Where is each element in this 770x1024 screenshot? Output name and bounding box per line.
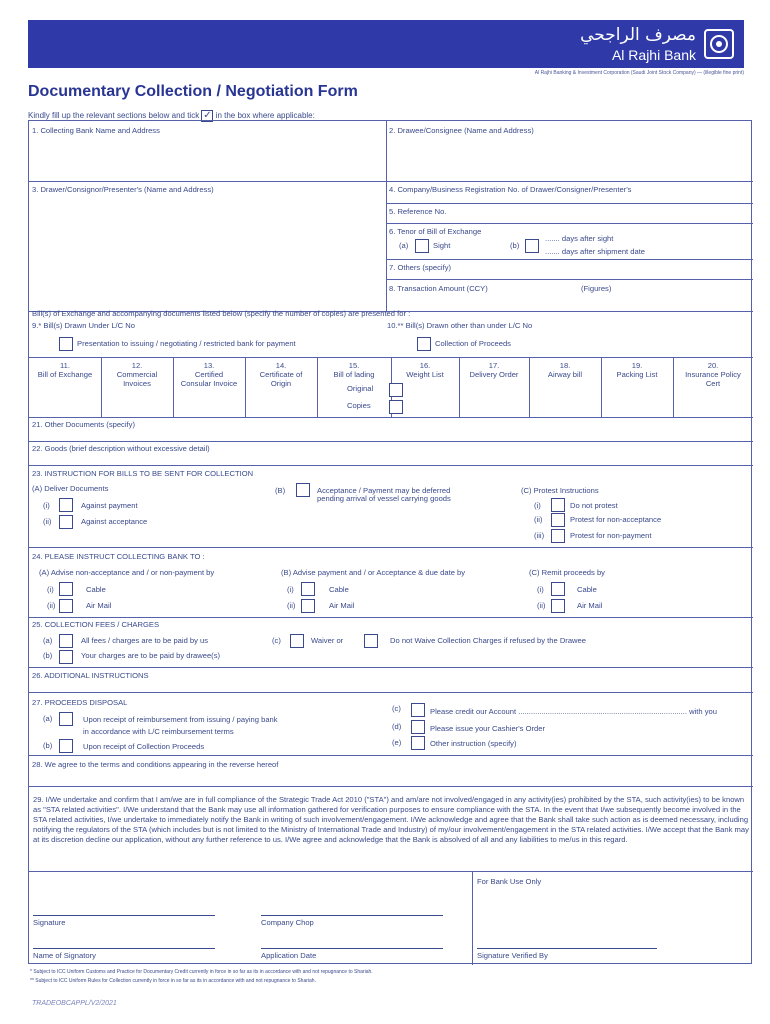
bank-header-bar <box>28 20 744 68</box>
document-number: 18. <box>559 361 571 370</box>
form-title: Documentary Collection / Negotiation Form <box>28 83 358 100</box>
document-number: 17. <box>488 361 500 370</box>
document-cell <box>317 361 391 379</box>
document-number: 15. <box>348 361 360 370</box>
against-payment-checkbox[interactable] <box>59 498 73 512</box>
document-number: 11. <box>60 361 70 370</box>
section-23-label: 23. INSTRUCTION FOR BILLS TO BE SENT FOR COLLECTION <box>32 469 254 478</box>
document-name: Bill of Exchange <box>37 370 93 379</box>
bank-tagline: Al Rajhi Banking & Investment Corporation (Saudi Joint Stock Company) — (illegible fine print) <box>534 70 744 76</box>
sight-checkbox[interactable] <box>415 239 429 253</box>
do-not-waive-checkbox[interactable] <box>364 634 378 648</box>
advise-a-airmail-checkbox[interactable] <box>59 599 73 613</box>
document-number: 16. <box>419 361 431 370</box>
section-28-label: 28. We agree to the terms and conditions appearing in the reverse hereof <box>32 760 279 769</box>
cashiers-order-checkbox[interactable] <box>411 720 425 734</box>
application-date-label: Application Date <box>261 951 317 960</box>
document-number: 20. <box>707 361 719 370</box>
document-cell <box>459 361 529 379</box>
section-25-label: 25. COLLECTION FEES / CHARGES <box>32 620 160 629</box>
document-cell <box>673 361 753 388</box>
fees-by-drawee-checkbox[interactable] <box>59 650 73 664</box>
bank-name-english: Al Rajhi Bank <box>611 47 696 63</box>
other-instruction-checkbox[interactable] <box>411 736 425 750</box>
document-cell <box>245 361 317 388</box>
section-9-label: 9.* Bill(s) Drawn Under L/C No <box>32 321 135 330</box>
advise-a-cable-checkbox[interactable] <box>59 582 73 596</box>
advise-b-airmail-checkbox[interactable] <box>301 599 315 613</box>
footnote-1: * Subject to ICC Uniform Customs and Practice for Documentary Credit currently in force in so far as its in accordance with and not repugnance to Shariah. <box>30 969 373 975</box>
do-not-protest-checkbox[interactable] <box>551 498 565 512</box>
proceeds-collection-checkbox[interactable] <box>59 739 73 753</box>
section-6-label: 6. Tenor of Bill of Exchange <box>389 227 482 236</box>
section-21-label: 21. Other Documents (specify) <box>32 420 135 429</box>
credit-account-checkbox[interactable] <box>411 703 425 717</box>
remit-airmail-checkbox[interactable] <box>551 599 565 613</box>
document-number: 19. <box>631 361 643 370</box>
section-4-label: 4. Company/Business Registration No. of Drawer/Consigner/Presenter's <box>389 185 632 194</box>
document-name: Insurance Policy Cert <box>685 370 741 388</box>
section-29-paragraph: 29. I/We undertake and confirm that I am/we are in full compliance of the Strategic Trade Act 2010 ("STA") and am/are not involved/engaged in any activity(ies) prohibited by the STA, such activity(ies) to be known as "STA related activities". I/We understand that the Bank may use all information gathered for verification purposes to ensure compliance with the STA. In the event that I/we subsequently become involved in the STA related activities, I/we undertake to immediately notify the Bank in writing of such involvement/engagement. I/We acknowledge and agree that the Bank shall take such action as is deemed necessary, including notifying the regulators of the STA (which includes but is not limited to the Ministry of International Trade and Industry) of my/our involvement/engagement in the STA related activities. I/We accept that the Bank may at its discretion decline our application, without any further reference to us. I/We agree and acknowledge that the Bank is absolved of all and any liabilities to me/us in this regard. <box>33 795 749 844</box>
collection-proceeds-checkbox[interactable] <box>417 337 431 351</box>
waiver-checkbox[interactable] <box>290 634 304 648</box>
bank-logo-icon <box>704 29 734 59</box>
deferred-checkbox[interactable] <box>296 483 310 497</box>
form-code: TRADEOBCAPPL/V2/2021 <box>32 1000 117 1007</box>
protest-non-acceptance-checkbox[interactable] <box>551 513 565 527</box>
fees-by-us-checkbox[interactable] <box>59 634 73 648</box>
document-cell <box>391 361 459 379</box>
section-3-label: 3. Drawer/Consignor/Presenter's (Name and Address) <box>32 185 214 194</box>
form-body: 1. Collecting Bank Name and Address 2. Drawee/Consignee (Name and Address) 3. Drawer/Consignor/Presenter's (Name and Address) 4. Company/Business Registration No. of Drawer/Consigner/Presenter's 5. Reference No. 6. Tenor of Bill of Exchange (a) Sight (b) ....... days after sight ....... days after shipment date 7. Others (specify) 8. Transaction Amount (CCY) (Figures) Bill(s) of Exchange and accompanying documents listed below (specify the number of copies) are presented for : 9.* Bill(s) Drawn Under L/C No 10.** Bill(s) Drawn other than under L/C No Presentation to issuing / negotiating / restricted bank for payment Collection of Proceeds 11. Bill of Exchange 12. Commercial Invoices 13. Certified Consular Invoice 14. Certificate of Origin 15. Bill of lading 16. Weight List 17. Delivery Order 18. Airway bill 19. Packing List 20. Insurance Policy Cert Original Copies 21. Other Documents (specify) 22. Goods (brief description without excessive detail) 23. INSTRUCTION FOR BILLS TO BE SENT FOR COLLECTION (A) Deliver Documents (i) Against payment (ii) Against acceptance (B) Acceptance / Payment may be deferred pending arrival of vessel carrying goods (C) Protest Instructions (i) Do not protest (ii) Protest for non-acceptance (iii) Protest for non-payment 24. PLEASE INSTRUCT COLLECTING BANK TO : (A) Advise non-acceptance and / or non-payment by (i) Cable (ii) Air Mail (B) Advise payment and / or Acceptance & due date by (i) Cable (ii) Air Mail (C) Remit proceeds by (i) Cable (ii) Air Mail 25. COLLECTION FEES / CHARGES (a) All fees / charges are to be paid by us (b) Your charges are to be paid by drawee(s) (c) Waiver or Do not Waive Collection Charges if refused by the Drawee 26. ADDITIONAL INSTRUCTIONS 27. PROCEEDS DISPOSAL (a) Upon receipt of reimbursement from issuing / paying bank in accordance with L/C reimbursement terms (b) Upon receipt of Collection Proceeds (c) Please credit our Account ................................................................................ with you (d) Please issue your Cashier's Order (e) Other instruction (specify) 28. We agree to the terms and conditions appearing in the reverse hereof 29. I/We undertake and confirm that I am/we are in full compliance of the Strategic Trade Act 2010 ("STA") and am/are not involved/engaged in any activity(ies) prohibited by the STA, such activity(ies) to be known as "STA related activities". I/We understand that the Bank may use all information gathered for verification purposes to ensure compliance with the STA. In the event that I/we subsequently become involved in the STA related activities, I/we undertake to immediately notify the Bank in writing of such involvement/engagement. I/We acknowledge and agree that the Bank shall take such action as is deemed necessary, including notifying the regulators of the STA (which includes but is not limited to the Ministry of International Trade and Industry) of my/our involvement/engagement in the STA related activities. I/We accept that the Bank may at its discretion decline our application, without any further reference to us. I/We agree and acknowledge that the Bank is absolved of all and any liabilities to me/us in this regard. For Bank Use Only Signature Company Chop Name of Signatory Application Date Signature Verified By <box>28 120 752 964</box>
section-10-label: 10.** Bill(s) Drawn other than under L/C No <box>387 321 533 330</box>
document-cell <box>173 361 245 388</box>
document-name: Weight List <box>406 370 444 379</box>
document-name: Delivery Order <box>469 370 519 379</box>
section-27-label: 27. PROCEEDS DISPOSAL <box>32 698 128 707</box>
proceeds-reimbursement-checkbox[interactable] <box>59 712 73 726</box>
document-cell <box>529 361 601 379</box>
section-26-label: 26. ADDITIONAL INSTRUCTIONS <box>32 671 149 680</box>
remit-cable-checkbox[interactable] <box>551 582 565 596</box>
section-5-label: 5. Reference No. <box>389 207 447 216</box>
section-1-label: 1. Collecting Bank Name and Address <box>32 126 160 135</box>
protest-non-payment-checkbox[interactable] <box>551 529 565 543</box>
document-name: Airway bill <box>547 370 583 379</box>
presentation-checkbox[interactable] <box>59 337 73 351</box>
tick-box-icon: ✓ <box>203 110 212 121</box>
document-cell <box>101 361 173 388</box>
document-number: 12. <box>131 361 143 370</box>
document-number: 13. <box>203 361 215 370</box>
document-name: Commercial Invoices <box>116 370 158 388</box>
bank-name-arabic: مصرف الراجحي <box>580 25 696 45</box>
footnote-2: ** Subject to ICC Uniform Rules for Collection currently in force in so far as its in accordance with and not repugnance to Shariah. <box>30 978 316 984</box>
section-24-label: 24. PLEASE INSTRUCT COLLECTING BANK TO : <box>32 552 205 561</box>
document-name: Certificate of Origin <box>259 370 303 388</box>
signature-label: Signature <box>33 918 66 927</box>
section-8-label: 8. Transaction Amount (CCY) <box>389 284 488 293</box>
document-name: Bill of lading <box>333 370 375 379</box>
days-after-checkbox[interactable] <box>525 239 539 253</box>
section-22-label: 22. Goods (brief description without excessive detail) <box>32 444 210 453</box>
advise-b-cable-checkbox[interactable] <box>301 582 315 596</box>
document-number: 14. <box>275 361 287 370</box>
signature-verified-label: Signature Verified By <box>477 951 548 960</box>
bank-use-label: For Bank Use Only <box>477 877 542 886</box>
document-name: Packing List <box>616 370 658 379</box>
section-7-label: 7. Others (specify) <box>389 263 452 272</box>
bol-copies-checkbox[interactable] <box>389 400 403 414</box>
document-name: Certified Consular Invoice <box>180 370 238 388</box>
against-acceptance-checkbox[interactable] <box>59 515 73 529</box>
document-cell <box>601 361 673 379</box>
bol-original-checkbox[interactable] <box>389 383 403 397</box>
bills-intro: Bill(s) of Exchange and accompanying documents listed below (specify the number of copies) are presented for : <box>32 309 411 318</box>
document-cell <box>29 361 101 379</box>
signatory-name-label: Name of Signatory <box>33 951 96 960</box>
form-instruction: Kindly fill up the relevant sections below and tick ✓ in the box where applicable: <box>28 110 315 121</box>
company-chop-label: Company Chop <box>261 918 314 927</box>
section-2-label: 2. Drawee/Consignee (Name and Address) <box>389 126 534 135</box>
